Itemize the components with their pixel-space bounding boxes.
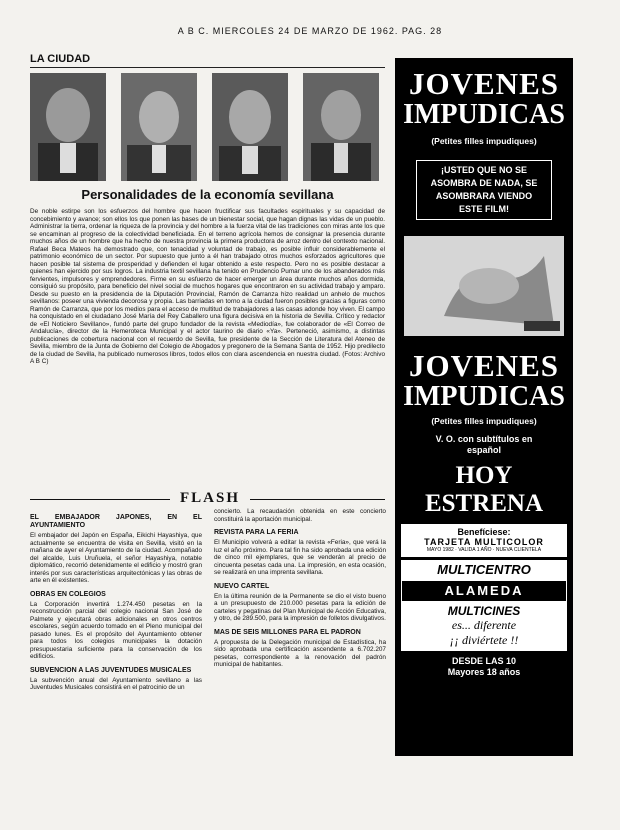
ad-desde-las: DESDE LAS 10 — [451, 656, 517, 666]
news-headline: MAS DE SEIS MILLONES PARA EL PADRON — [214, 628, 361, 636]
ad-title-jovenes: JOVENES — [409, 66, 559, 101]
alameda-logo: ALAMEDA — [401, 580, 567, 602]
news-text: En la última reunión de la Permanente se dio el visto bueno a un presupuesto de 210.000 pesetas para la edición de carteles y pegatinas del Plan Municipal de Acción Educativa, y otro, de 289.500, para la impresión de folletos divulgativos. — [214, 592, 386, 622]
flash-title: FLASH — [170, 490, 250, 507]
ad-title-impudicas: IMPUDICAS — [403, 99, 565, 130]
portrait-photo-1 — [30, 73, 106, 181]
portrait-photo-4 — [303, 73, 379, 181]
page-header: A B C. MIERCOLES 24 DE MARZO DE 1962. PAG. 28 — [177, 26, 443, 36]
news-text: concierto. La recaudación obtenida en este concierto constituirá la aportación municipal. — [214, 508, 386, 523]
news-text: La Corporación invertirá 1.274.450 pesetas en la reconstrucción parcial del colegio nacional San José de Palmete y ejecutará obras adicionales en otros centros escolares, según acuerdo tomado en el Pleno municipal del pasado lunes. Es el propósito del Ayuntamiento obtener para todos los colegios municipales la dotación presupuestaria suficiente para la conservación de los edificios. — [30, 600, 202, 660]
ad-title-impudicas-2: IMPUDICAS — [403, 381, 565, 412]
multicines-box — [401, 602, 567, 651]
portrait-photo-3 — [212, 73, 288, 181]
news-headline: NUEVO CARTEL — [214, 582, 270, 590]
article-body: De noble estirpe son los esfuerzos del hombre que hacen fructificar sus facultades espirituales y su capacidad de concebimiento y avance; son ellos los que ponen las bases de un bienestar social, que hagan dignas las vidas de un pueblo. Administrar la tierra, ordenar la riqueza de la provincia y del hombre a la fuerza vital de las tradiciones con miras ante los que se encaminan al progreso de la colectividad beneficiada. En el terreno agrícola hemos de consignar la presencia durante muchos años de un hombre que ha hecho de nuestra provincia la primera productora de arroz dentro del contexto nacional. Rafael Beca Mateos ha demostrado que, con tenacidad y voluntad de trabajo, es posible influir considerablemente el patrimonio económico de un sector. Por supuesto que junto a él han trabajado otros muchos esforzados agricultores que hacen posible tal sistema de prosperidad y defienden el lugar obtenido a este respecto. Pero no es posible destacar a quienes han ejercido por sus logros. La industria textil sevillana ha tenido en Prudencio Pumar uno de los abanderados más fervientes, impulsores y emprendedores. Firme en su esfuerzo de hacer emerger un área durante muchos años dormida, consiguió su propósito, para beneficio del nivel social de muchos hogares que encontraron en su actividad trabajo y amparo. Desde su puesto en la presidencia de la Diputación Provincial, Ramón de Carranza hizo realidad un anhelo de muchos sevillanos: poseer una vivienda decorosa y propia. Las barriadas en torno a la ciudad fueron posibles gracias a figuras como Ramón de Carranza, que por los medios para el acceso de multitud de trabajadores a las casas adonde hoy viven. El campo ha conquistado en el ciudadano José María del Rey Caballero una figura decisiva en la historia de Sevilla. Crítico y redactor de «El Noticiero Sevillano», fundó parte del grupo fundador de la revista «Mediodía», fue colaborador de «El Correo de Andalucía», director de la Hemeroteca Municipal y el actor taurino de diario «Ya». Perteneció, asimismo, a distintas publicaciones de cobertura nacional con el recuerdo de Sevilla, fue presidente de la Sección de Literatura del Ateneo de Sevilla, miembro de la Junta de Gobierno del Colegio de Abogados y pregonero de la Semana Santa de 1952. Hijo predilecto de la ciudad de Sevilla, ha publicado numerosos libros, todos ellos con clara ascendencia en nuestra ciudad. (Fotos: Archivo A B C) — [30, 208, 385, 365]
ad-beneficiese: Benefíciese: — [457, 527, 511, 537]
news-text: El Municipio volverá a editar la revista «Feria», que verá la luz el año próximo. Para tal fin ha sido aprobada una edición de cinco mil ejemplares, que se venderán al precio de cincuenta pesetas cada una. La impresión, en esta ocasión, se realizará en una imprenta sevillana. — [214, 539, 386, 576]
news-headline: EL EMBAJADOR JAPONES, EN EL AYUNTAMIENTO — [30, 514, 202, 529]
multicentro-logo: MULTICENTRO — [401, 560, 567, 580]
article-title: Personalidades de la economía sevillana — [81, 187, 334, 202]
movie-advertisement — [395, 58, 573, 756]
ad-es-diferente: es... diferente — [451, 618, 517, 632]
ad-subtitle-2: (Petites filles impudiques) — [431, 416, 537, 426]
ad-vo-line: V. O. con subtítulos en — [435, 434, 533, 444]
ad-tagline-line: ESTE FILM! — [459, 204, 509, 214]
ad-film-still — [404, 236, 564, 336]
news-headline: SUBVENCION A LAS JUVENTUDES MUSICALES — [30, 666, 192, 674]
ad-hoy-estrena: HOY ESTRENA — [424, 462, 544, 517]
ad-diviertete: ¡¡ diviértete !! — [449, 633, 519, 647]
ad-benefits-box — [401, 524, 567, 557]
news-headline: REVISTA PARA LA FERIA — [214, 529, 299, 536]
ad-subtitle: (Petites filles impudiques) — [431, 136, 537, 146]
ad-vo-line: español — [466, 445, 501, 455]
ad-tarjeta: TARJETA MULTICOLOR — [424, 537, 544, 547]
news-headline: OBRAS EN COLEGIOS — [30, 590, 106, 598]
flash-rule-right — [250, 499, 385, 500]
ad-tagline-line: ASOMBRA DE NADA, SE — [430, 178, 538, 188]
news-text: El embajador del Japón en España, Eikichi Hayashiya, que actualmente se encuentra de visita en Sevilla, visitó en la mañana de ayer el Ayuntamiento de la ciudad. Acompañado del alcalde, Luis Uruñuela, el señor Hayashiya, notable diplomático, recorrió detenidamente el edificio y mostró gran interés por sus características arquitectónicas y las obras de arte en él existentes. — [30, 532, 202, 584]
ad-mayores: Mayores 18 años — [447, 667, 521, 677]
section-rule — [30, 67, 385, 68]
news-text: A propuesta de la Delegación municipal de Estadística, ha sido aprobada una certificación ascendente a 6.702.207 pesetas, correspondiente a la renovación del padrón municipal de habitantes. — [214, 638, 386, 668]
ad-title-jovenes-2: JOVENES — [409, 348, 559, 383]
ad-tagline-box — [416, 160, 552, 220]
section-label: LA CIUDAD — [30, 53, 91, 65]
flash-rule-left — [30, 499, 170, 500]
ad-tagline-line: ASOMBRARA VIENDO — [435, 191, 533, 201]
news-text: La subvención anual del Ayuntamiento sevillano a las Juventudes Musicales consistirá en el patrocinio de un — [30, 676, 202, 691]
ad-tarjeta-small: MAYO 1982 · VALIDA 1 AÑO · NUEVA CLIENTELA — [426, 547, 542, 553]
ad-tagline-line: ¡USTED QUE NO SE — [440, 165, 527, 175]
portrait-photo-2 — [121, 73, 197, 181]
multicines-logo: MULTICINES — [447, 604, 521, 618]
flash-column-2 — [214, 508, 386, 671]
flash-column-1 — [30, 508, 202, 694]
